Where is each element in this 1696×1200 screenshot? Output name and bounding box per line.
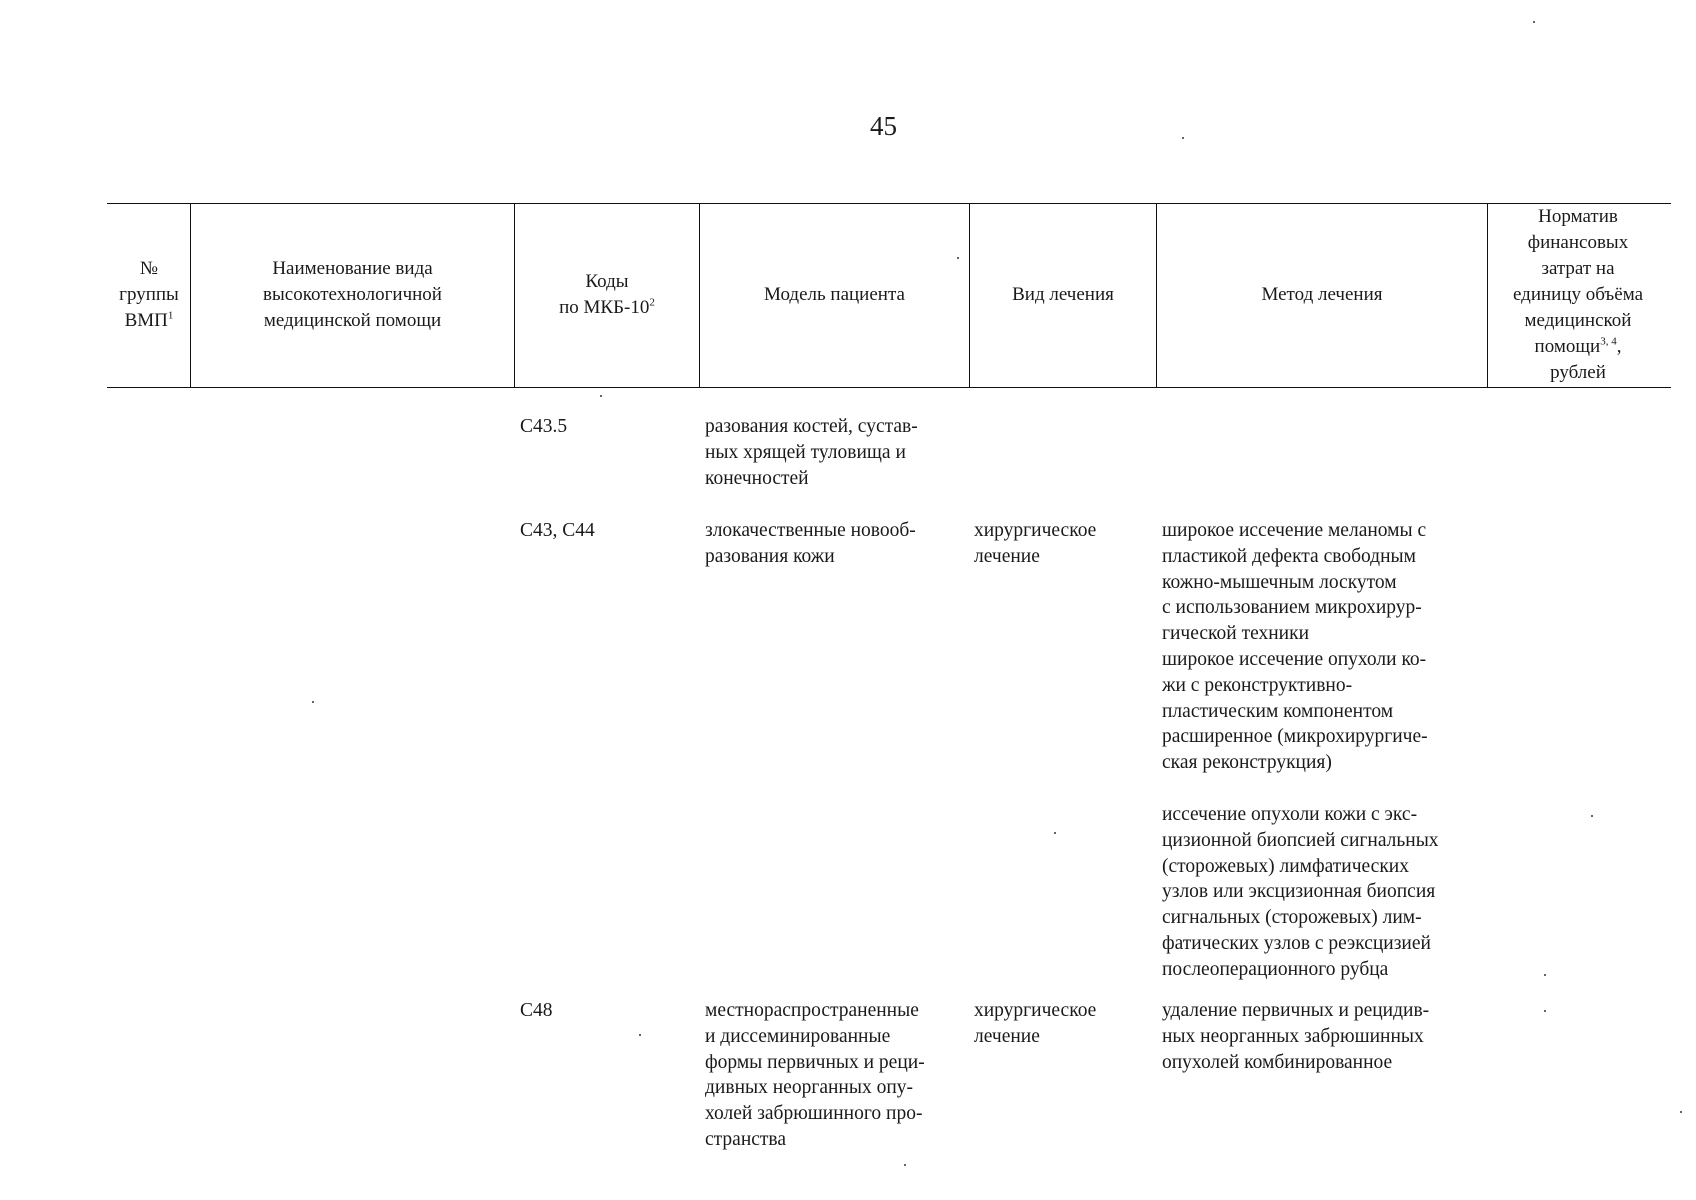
header-treatment-type: Вид лечения (1012, 284, 1114, 305)
scan-speck (904, 1164, 906, 1166)
scan-speck (1544, 974, 1546, 976)
treatment-type-cell: хирургическое лечение (974, 520, 1097, 567)
header-care-type-name: Наименование вида высокотехнологичной медицинской помощи (263, 258, 442, 331)
table-header-bottom-border (107, 387, 1671, 388)
scan-speck (312, 701, 314, 703)
column-divider (1487, 203, 1488, 388)
scan-speck (1182, 137, 1184, 139)
patient-model-cell: местнораспространенные и диссеминированные формы первичных и реци- дивных неорганных опу- холей забрюшинного про- странства (705, 1000, 925, 1150)
column-divider (514, 203, 515, 388)
treatment-method-cell: широкое иссечение меланомы с пластикой дефекта свободным кожно-мышечным лоскутом с использованием микрохирур- гической техники широкое иссечение опухоли ко- жи с реконструктивно- пластическим компонентом расширенное (микрохирургиче- ская реконструкция) (1162, 520, 1428, 774)
scan-speck (1680, 1111, 1682, 1113)
header-treatment-method: Метод лечения (1261, 284, 1383, 305)
icd10-code-cell: C43, C44 (520, 520, 595, 541)
treatment-type-cell: хирургическое лечение (974, 1000, 1097, 1047)
column-divider (190, 203, 191, 388)
scan-speck (1054, 832, 1056, 834)
patient-model-cell: злокачественные новооб- разования кожи (705, 520, 916, 567)
treatment-method-cell: иссечение опухоли кожи с экс- цизионной биопсией сигнальных (сторожевых) лимфатических узлов или эксцизионная биопсия сигнальных (сторожевых) лим- фатических узлов с реэксцизией послеоперационного рубца (1162, 804, 1439, 980)
scan-speck (957, 257, 959, 259)
column-divider (699, 203, 700, 388)
header-patient-model: Модель пациента (764, 284, 905, 305)
scan-speck (1591, 815, 1593, 817)
icd10-code-cell: C48 (520, 1000, 553, 1021)
scan-speck (600, 395, 602, 397)
patient-model-cell: разования костей, сустав- ных хрящей туловища и конечностей (705, 416, 918, 489)
scan-speck (1544, 1010, 1546, 1012)
icd10-code-cell: C43.5 (520, 416, 568, 437)
scan-speck (1533, 21, 1535, 23)
column-divider (1156, 203, 1157, 388)
page-number: 45 (870, 111, 897, 141)
header-group-number: № группы ВМП$^1$ (119, 258, 179, 331)
scan-speck (639, 1034, 641, 1036)
treatment-method-cell: удаление первичных и рецидив- ных неорганных забрюшинных опухолей комбинированное (1162, 1000, 1430, 1073)
header-icd10-codes: Коды по МКБ-$10^2$ (559, 271, 655, 318)
header-financial-norm: Норматив финансовых затрат на единицу объёма медицинской помощи$^{3, 4}$, рублей (1512, 206, 1644, 383)
column-divider (969, 203, 970, 388)
